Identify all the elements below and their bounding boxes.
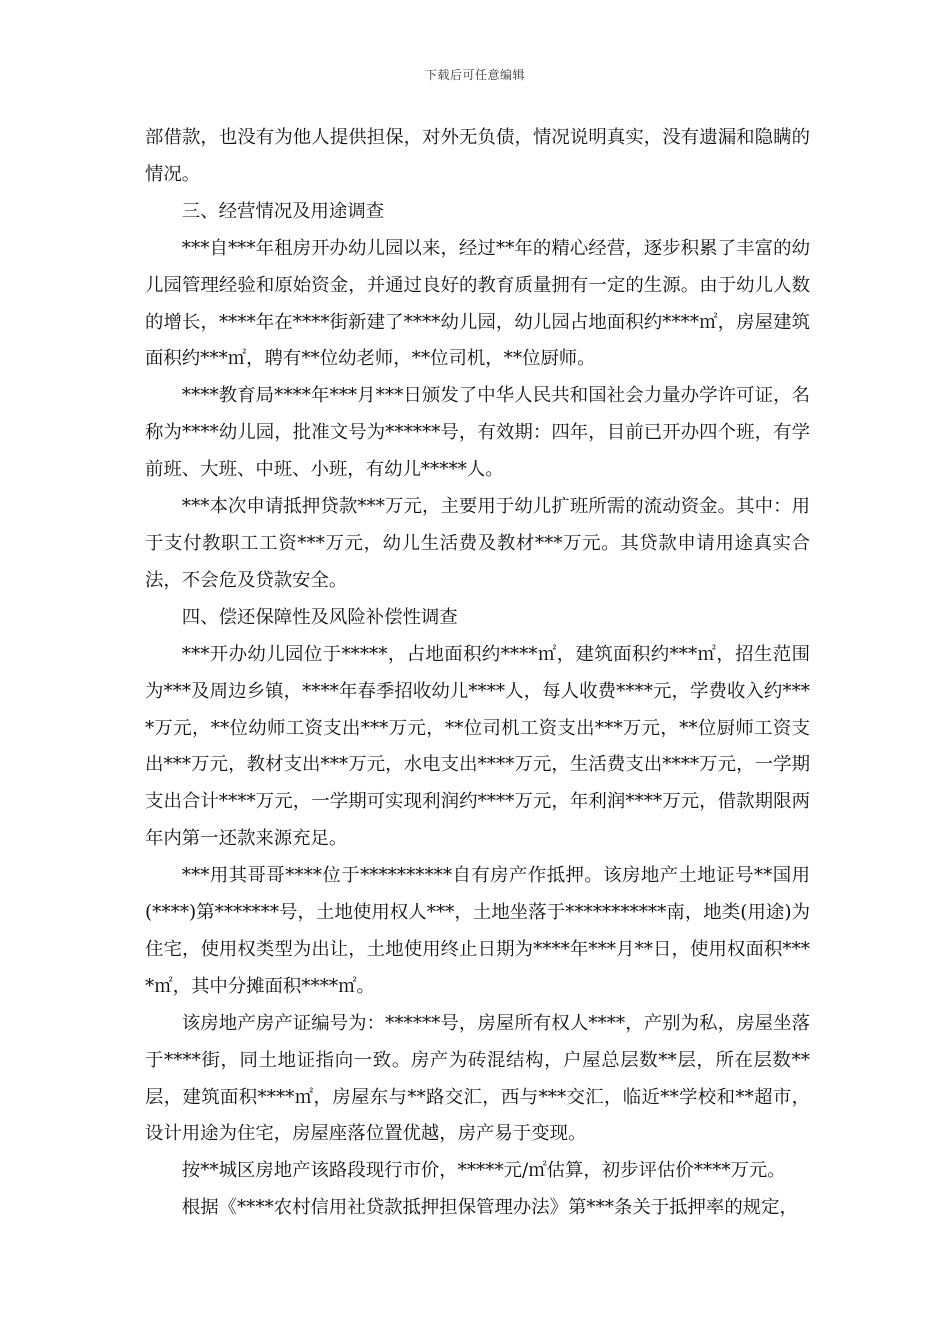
paragraph-land-certificate: ***用其哥哥****位于**********自有房产作抵押。该房地产土地证号**国用(****)第*******号，土地使用权人***，土地坐落于***********南，地类(用途)为住宅，使用权类型为出让，土地使用终止日期为****年***月**日，使用权面积****㎡，其中分摊面积****㎡。 bbox=[145, 865, 810, 997]
section-heading-repayment-risk: 四、偿还保障性及风险补偿性调查 bbox=[181, 606, 458, 628]
paragraph-education-license: ****教育局****年***月***日颁发了中华人民共和国社会力量办学许可证，名称为****幼儿园，批准文号为******号，有效期：四年，目前已开办四个班，有学前班、大班、中班、小班，有幼儿*****人。 bbox=[145, 385, 810, 481]
paragraph-kindergarten-history: ***自***年租房开办幼儿园以来，经过**年的精心经营，逐步积累了丰富的幼儿园管理经验和原始资金，并通过良好的教育质量拥有一定的生源。由于幼儿人数的增长，****年在****街新建了****幼儿园，幼儿园占地面积约****㎡，房屋建筑面积约***㎡，聘有**位幼老师，**位司机，**位厨师。 bbox=[145, 237, 810, 370]
paragraph-income-expenses: ***开办幼儿园位于*****，占地面积约****㎡，建筑面积约***㎡，招生范围为***及周边乡镇，****年春季招收幼儿****人，每人收费****元，学费收入约****万元，**位幼师工资支出***万元，**位司机工资支出***万元，**位厨师工资支出***万元，教材支出***万元，水电支出****万元，生活费支出****万元，一学期支出合计****万元，一学期可实现利润约****万元，年利润****万元，借款期限两年内第一还款来源充足。 bbox=[145, 643, 810, 850]
section-heading-business-use: 三、经营情况及用途调查 bbox=[181, 200, 385, 222]
paragraph-continuation: 部借款，也没有为他人提供担保，对外无负债，情况说明真实，没有遗漏和隐瞒的情况。 bbox=[145, 127, 810, 185]
paragraph-property-certificate: 该房地产房产证编号为：******号，房屋所有权人****，产别为私，房屋坐落于****街，同土地证指向一致。房产为砖混结构，户屋总层数**层，所在层数**层，建筑面积****㎡，房屋东与**路交汇，西与***交汇，临近**学校和**超市，设计用途为住宅，房屋座落位置优越，房产易于变现。 bbox=[145, 1012, 810, 1145]
page-header-note: 下载后可任意编辑 bbox=[424, 68, 525, 82]
paragraph-valuation: 按**城区房地产该路段现行市价，*****元/㎡估算，初步评估价****万元。 bbox=[181, 1160, 786, 1182]
document-body bbox=[145, 120, 810, 1227]
paragraph-loan-purpose: ***本次申请抵押贷款***万元，主要用于幼儿扩班所需的流动资金。其中：用于支付教职工工资***万元，幼儿生活费及教材***万元。其贷款申请用途真实合法，不会危及贷款安全。 bbox=[145, 496, 810, 591]
paragraph-mortgage-rules: 根据《****农村信用社贷款抵押担保管理办法》第***条关于抵押率的规定， bbox=[181, 1197, 798, 1219]
